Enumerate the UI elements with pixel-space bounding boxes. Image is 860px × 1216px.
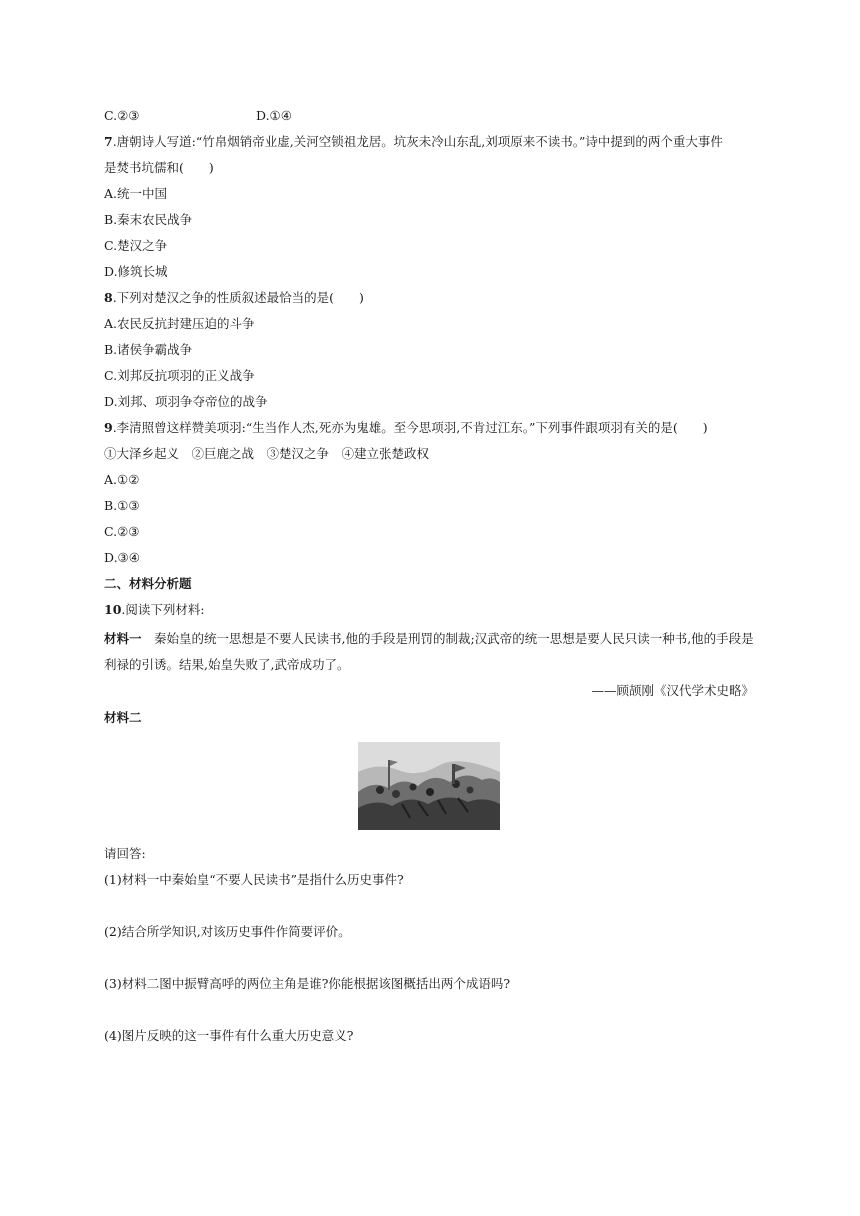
q9-items: ①大泽乡起义 ②巨鹿之战 ③楚汉之争 ④建立张楚政权 xyxy=(104,446,430,461)
q9-option-c: C.②③ xyxy=(104,524,140,539)
material-1-source: ——顾颉刚《汉代学术史略》 xyxy=(591,683,754,698)
material-1-label: 材料一 xyxy=(104,631,142,646)
q8-option-d: D.刘邦、项羽争夺帝位的战争 xyxy=(104,394,268,409)
q9-stem xyxy=(104,418,754,444)
q8-stem xyxy=(104,288,754,314)
sub-question-3: (3)材料二图中振臂高呼的两位主角是谁?你能根据该图概括出两个成语吗? xyxy=(104,976,511,991)
q6-options-row xyxy=(104,106,754,132)
q9-option-d: D.③④ xyxy=(104,550,140,565)
q7-option-d: D.修筑长城 xyxy=(104,264,168,279)
q7-option-b: B.秦末农民战争 xyxy=(104,212,193,227)
section-heading: 二、材料分析题 xyxy=(104,576,192,591)
answer-prompt: 请回答: xyxy=(104,846,146,861)
q7-text: .唐朝诗人写道:“竹帛烟销帝业虚,关河空锁祖龙居。坑灰未冷山东乱,刘项原来不读书。”诗中提到的两个重大事件 xyxy=(112,134,723,149)
q8-text: .下列对楚汉之争的性质叙述最恰当的是( ) xyxy=(112,290,364,305)
q7-option-c: C.楚汉之争 xyxy=(104,238,168,253)
q8-option-a: A.农民反抗封建压迫的斗争 xyxy=(104,316,255,331)
q7-number: 7 xyxy=(104,134,113,149)
q9-text: .李清照曾这样赞美项羽:“生当作人杰,死亦为鬼雄。至今思项羽,不肯过江东。”下列事件跟项羽有关的是( ) xyxy=(112,420,708,435)
q7-stem-line-1 xyxy=(104,132,754,158)
q10-stem xyxy=(104,600,754,626)
sub-question-2: (2)结合所学知识,对该历史事件作简要评价。 xyxy=(104,924,351,939)
q7-option-a: A.统一中国 xyxy=(104,186,168,201)
q9-option-a: A.①② xyxy=(104,472,140,487)
q8-option-b: B.诸侯争霸战争 xyxy=(104,342,193,357)
battle-scene-illustration xyxy=(358,742,500,830)
option-c: C.②③ xyxy=(104,108,140,123)
q9-number: 9 xyxy=(104,420,113,435)
q9-option-b: B.①③ xyxy=(104,498,140,513)
battle-scene-image xyxy=(358,742,500,830)
q10-number: 10 xyxy=(104,602,122,617)
option-d: D.①④ xyxy=(256,108,292,123)
sub-question-4: (4)图片反映的这一事件有什么重大历史意义? xyxy=(104,1028,354,1043)
material-2-figure-wrap xyxy=(104,742,754,834)
material-1 xyxy=(104,626,754,678)
q8-option-c: C.刘邦反抗项羽的正义战争 xyxy=(104,368,255,383)
material-2-label: 材料二 xyxy=(104,710,142,725)
sub-question-1: (1)材料一中秦始皇“不要人民读书”是指什么历史事件? xyxy=(104,872,404,887)
q8-number: 8 xyxy=(104,290,113,305)
material-1-text: 秦始皇的统一思想是不要人民读书,他的手段是刑罚的制裁;汉武帝的统一思想是要人民只读一种书,他的手段是利禄的引诱。结果,始皇失败了,武帝成功了。 xyxy=(104,631,754,672)
q7-stem-line-2: 是焚书坑儒和( ) xyxy=(104,160,214,175)
document-page xyxy=(104,106,754,1052)
q10-text: .阅读下列材料: xyxy=(121,602,205,617)
